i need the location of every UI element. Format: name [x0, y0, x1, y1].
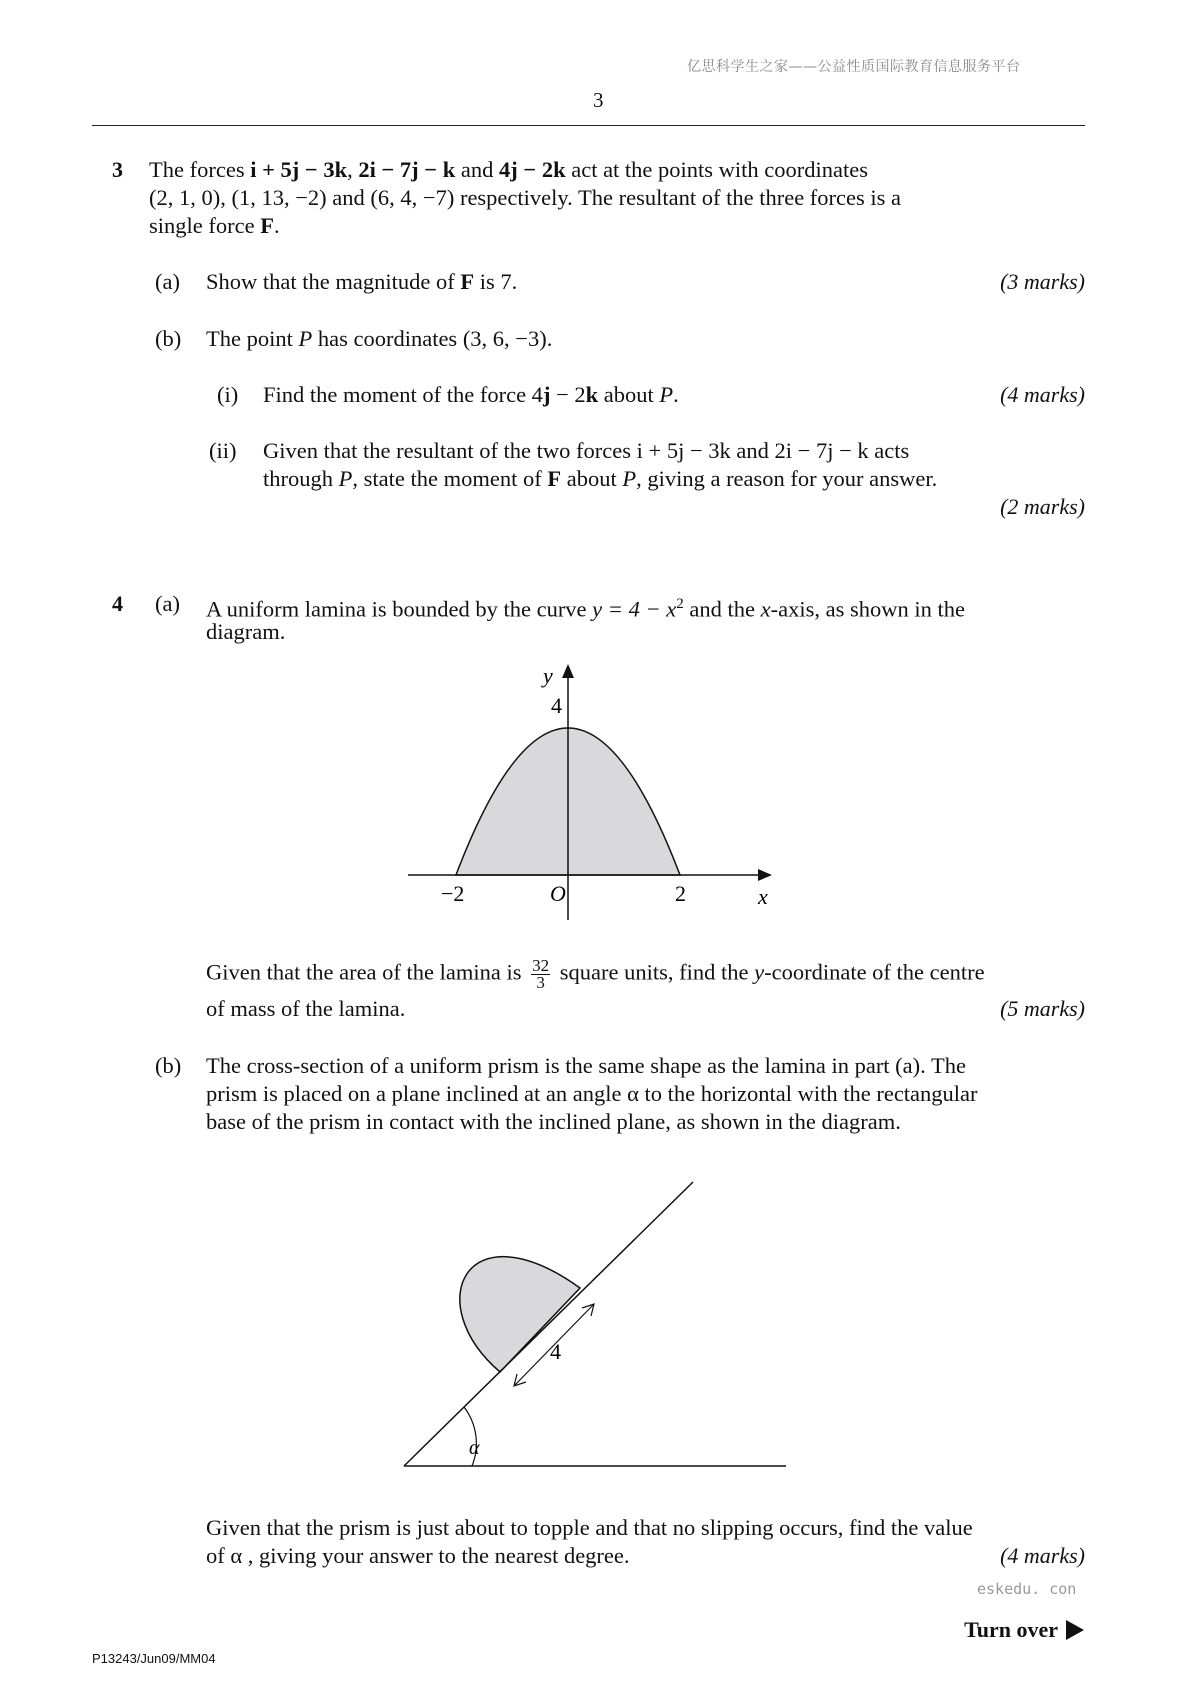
part-3bii-label: (ii) — [209, 438, 237, 463]
part-4b-question-line1: Given that the prism is just about to topple and that no slipping occurs, find the value — [206, 1515, 973, 1540]
part-3b-label: (b) — [155, 326, 182, 351]
turn-over-label: Turn over — [964, 1617, 1084, 1643]
part-4b-marks: (4 marks) — [1000, 1543, 1085, 1568]
angle-label: α — [469, 1437, 480, 1459]
header-rule — [92, 125, 1085, 126]
tick-label-2: 2 — [675, 881, 686, 906]
header-watermark: 亿思科学生之家——公益性质国际教育信息服务平台 — [687, 59, 1021, 75]
part-4a-label: (a) — [155, 591, 180, 616]
question-3-intro-line1: The forces i + 5j − 3k, 2i − 7j − k and 4j − 2k act at the points with coordinates — [149, 157, 869, 182]
part-3a-label: (a) — [155, 269, 180, 294]
question-3-intro-line3: single force F. — [149, 213, 280, 238]
part-4b-label: (b) — [155, 1053, 182, 1078]
tick-label-neg2: −2 — [441, 881, 465, 906]
part-4b-line3: base of the prism in contact with the inclined plane, as shown in the diagram. — [206, 1109, 901, 1134]
part-3bi-marks: (4 marks) — [1000, 382, 1085, 407]
page-number: 3 — [593, 88, 604, 112]
part-4a-line1: A uniform lamina is bounded by the curve $y = 4 - x^2$ and the x-axis, as shown in the — [206, 596, 965, 622]
inclined-plane — [404, 1182, 693, 1466]
question-4-number: 4 — [112, 591, 123, 616]
prism-cross-section — [460, 1257, 580, 1372]
y-axis-arrowhead — [562, 664, 574, 678]
x-axis-arrowhead — [758, 869, 772, 881]
part-4a-given-line2: of mass of the lamina. — [206, 996, 406, 1021]
parabola-graph — [400, 660, 780, 920]
area-fraction: $\frac{32}{3}$ — [532, 956, 550, 992]
part-3a-marks: (3 marks) — [1000, 269, 1085, 294]
question-3-number: 3 — [112, 157, 123, 182]
inclined-plane-diagram — [390, 1170, 810, 1480]
part-3bi-text: Find the moment of the force 4j − 2k about P. — [263, 382, 679, 407]
part-3bii-line2: through P, state the moment of F about P, giving a reason for your answer. — [263, 466, 938, 491]
part-4b-line1: The cross-section of a uniform prism is the same shape as the lamina in part (a). The — [206, 1053, 966, 1078]
part-3bii-line1: Given that the resultant of the two forces i + 5j − 3k and 2i − 7j − k acts — [263, 438, 910, 463]
part-4a-marks: (5 marks) — [1000, 996, 1085, 1021]
part-4a-given-line1: Given that the area of the lamina is $\frac{32}{3}$ square units, find the y-coordinate of the centre — [206, 956, 985, 992]
x-axis-label: x — [758, 884, 768, 909]
length-label: 4 — [550, 1339, 561, 1364]
part-3bi-label: (i) — [217, 382, 239, 407]
paper-code: P13243/Jun09/MM04 — [92, 1651, 216, 1666]
part-4a-line2: diagram. — [206, 619, 286, 644]
force-3: 4j − 2k — [499, 157, 566, 182]
turn-over-arrow-icon — [1066, 1620, 1084, 1640]
origin-label: O — [550, 881, 566, 906]
part-3b-text: The point P has coordinates (3, 6, −3). — [206, 326, 553, 351]
part-3a-text: Show that the magnitude of F is 7. — [206, 269, 518, 294]
y-axis-label: y — [543, 663, 553, 688]
part-4b-line2: prism is placed on a plane inclined at an angle α to the horizontal with the rectangular — [206, 1081, 978, 1106]
part-3bii-marks: (2 marks) — [1000, 494, 1085, 519]
part-4b-question-line2: of α , giving your answer to the nearest degree. — [206, 1543, 630, 1568]
question-3-intro-line2: (2, 1, 0), (1, 13, −2) and (6, 4, −7) respectively. The resultant of the three forces is a — [149, 185, 902, 210]
force-1: i + 5j − 3k — [250, 157, 348, 182]
tick-label-4: 4 — [551, 693, 562, 718]
footer-watermark: eskedu. con — [977, 1580, 1077, 1598]
force-2: 2i − 7j − k — [358, 157, 456, 182]
